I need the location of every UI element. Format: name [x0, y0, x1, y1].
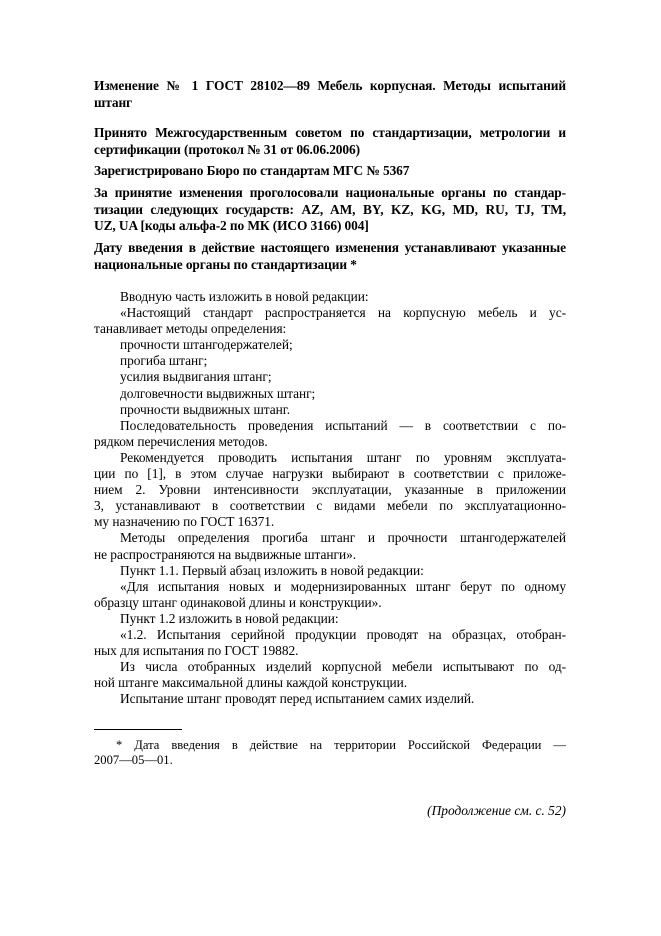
voted-line-1: За принятие изменения проголосовали национальные органы по стандар- — [94, 185, 566, 200]
list-item: прочности выдвижных штанг. — [120, 401, 290, 417]
body-line: образцу штанг одинаковой длины и конструкции». — [94, 594, 382, 610]
body-line: «Настоящий стандарт распространяется на корпусную мебель и ус- — [120, 305, 566, 321]
list-item: долговечности выдвижных штанг; — [120, 385, 316, 401]
list-item: прочности штангодержателей; — [120, 337, 293, 353]
adopted-line-2: сертификации (протокол № 31 от 06.06.2006) — [94, 141, 360, 157]
title-line-1: Изменение № 1 ГОСТ 28102—89 Мебель корпусная. Методы испытаний — [94, 78, 566, 93]
body-line: ных для испытания по ГОСТ 19882. — [94, 643, 299, 659]
body-line: рядком перечисления методов. — [94, 433, 268, 449]
date-line-1: Дату введения в действие настоящего изменения устанавливают указанные — [94, 240, 566, 255]
body-line: ной штанге максимальной длины каждой конструкции. — [94, 675, 408, 691]
body-line: ции по [1], в этом случае нагрузки выбирают в соответствии с приложе- — [94, 466, 566, 482]
voting-statement — [94, 185, 566, 235]
body-paragraph: Пункт 1.1. Первый абзац изложить в новой редакции: — [120, 562, 424, 578]
adopted-statement — [94, 125, 566, 158]
voted-line-2: тизации следующих государств: AZ, AM, BY, KZ, KG, MD, RU, TJ, TM, — [94, 201, 566, 217]
body-line: «1.2. Испытания серийной продукции проводят на образцах, отобран- — [120, 626, 566, 642]
footnote-separator — [94, 729, 182, 730]
amendment-body — [94, 289, 566, 707]
body-paragraph: Пункт 1.2 изложить в новой редакции: — [120, 610, 339, 626]
list-item: усилия выдвигания штанг; — [120, 369, 272, 385]
adopted-line-1: Принято Межгосударственным советом по стандартизации, метрологии и — [94, 125, 566, 140]
registered-line: Зарегистрировано Бюро по стандартам МГС № 5367 — [94, 163, 410, 178]
body-line: Последовательность проведения испытаний — в соответствии с по- — [120, 417, 566, 433]
continuation-note: (Продолжение см. с. 52) — [427, 803, 566, 818]
registration-statement — [94, 163, 566, 180]
footnote — [94, 738, 566, 768]
footnote-line-1: * Дата введения в действие на территории Российской Федерации — — [116, 738, 566, 752]
body-line: танавливает методы определения: — [94, 321, 287, 337]
body-line: Из числа отобранных изделий корпусной мебели испытывают по од- — [120, 659, 566, 675]
body-line: му назначению по ГОСТ 16371. — [94, 514, 275, 530]
title-line-2: штанг — [94, 94, 133, 110]
body-line: нием 2. Уровни интенсивности эксплуатации, указанные в приложении — [94, 482, 566, 498]
amendment-title — [94, 78, 566, 111]
body-paragraph: Испытание штанг проводят перед испытанием самих изделий. — [120, 691, 475, 707]
list-item: прогиба штанг; — [120, 353, 208, 369]
date-line-2: национальные органы по стандартизации * — [94, 256, 357, 272]
body-line: 3, устанавливают в соответствии с видами мебели по эксплуатационно- — [94, 498, 566, 514]
body-line: «Для испытания новых и модернизированных штанг берут по одному — [120, 578, 566, 594]
footnote-line-2: 2007—05—01. — [94, 753, 173, 767]
body-line: не распространяются на выдвижные штанги». — [94, 546, 357, 562]
body-line: Рекомендуется проводить испытания штанг по уровням эксплуата- — [120, 449, 566, 465]
body-line: Методы определения прогиба штанг и прочности штангодержателей — [120, 530, 566, 546]
body-paragraph: Вводную часть изложить в новой редакции: — [120, 289, 369, 304]
effective-date-statement — [94, 240, 566, 273]
voted-line-3: UZ, UA [коды альфа-2 по МК (ИСО 3166) 004] — [94, 218, 369, 234]
